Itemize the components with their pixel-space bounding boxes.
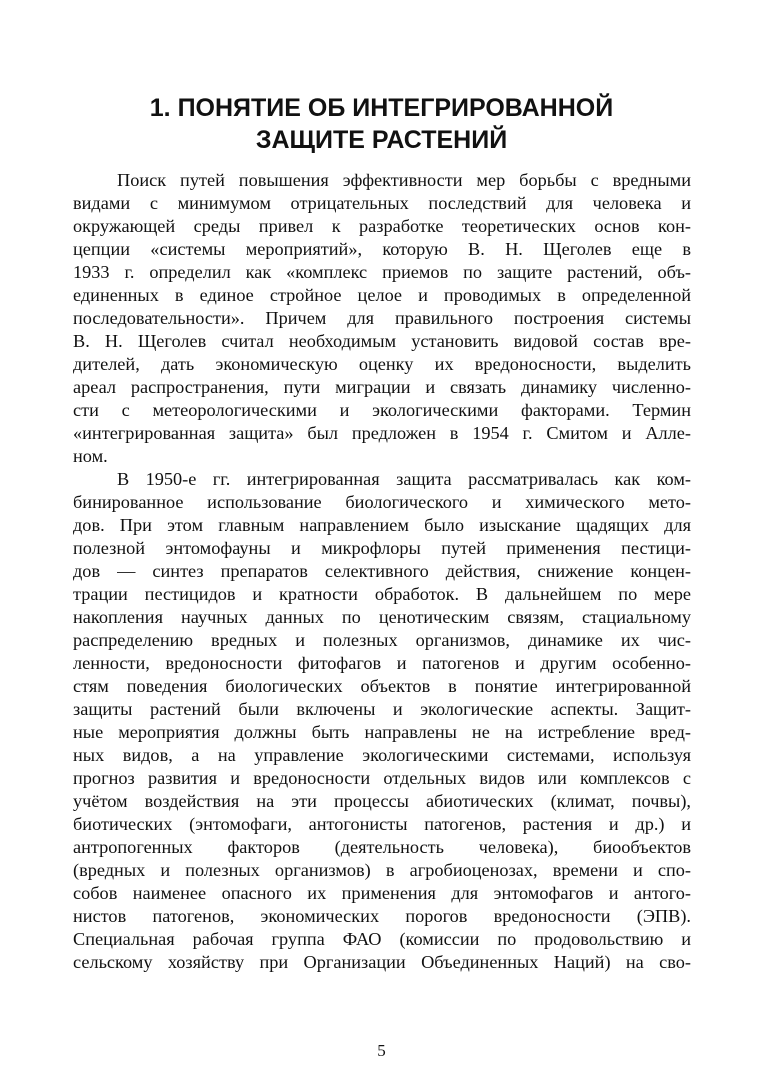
paragraph-2: [73, 468, 691, 974]
chapter-title-line-2: ЗАЩИТЕ РАСТЕНИЙ: [255, 126, 508, 154]
text-line: «интегрированная защита» был предложен в 1954 г. Смитом и Алле-: [73, 423, 691, 443]
text-line: накопления научных данных по ценотическим связям, стациальному: [73, 607, 691, 627]
text-line: окружающей среды привел к разработке теоретических основ кон-: [73, 216, 691, 236]
chapter-title-line-1: 1. ПОНЯТИЕ ОБ ИНТЕГРИРОВАННОЙ: [149, 94, 614, 122]
text-line: сти с метеорологическими и экологическими факторами. Термин: [73, 400, 691, 420]
text-line: распределению вредных и полезных организмов, динамике их чис-: [73, 630, 691, 650]
text-line: Поиск путей повышения эффективности мер борьбы с вредными: [117, 170, 691, 190]
text-line: цепции «системы мероприятий», которую В. Н. Щеголев еще в: [73, 239, 691, 259]
text-line: (вредных и полезных организмов) в агробиоценозах, времени и спо-: [73, 860, 691, 880]
text-line: дителей, дать экономическую оценку их вредоносности, выделить: [73, 354, 691, 374]
paragraph-1: [73, 169, 691, 468]
text-line: В 1950-е гг. интегрированная защита рассматривалась как ком-: [117, 469, 691, 489]
page-number: 5: [377, 1041, 386, 1060]
text-line: последовательности». Причем для правильного построения системы: [73, 308, 691, 328]
text-line: полезной энтомофауны и микрофлоры путей применения пестици-: [73, 538, 691, 558]
text-line: нистов патогенов, экономических порогов вредоносности (ЭПВ).: [73, 906, 691, 926]
text-line: ных видов, а на управление экологическими системами, используя: [73, 745, 691, 765]
chapter-title: [0, 92, 763, 156]
text-line: стям поведения биологических объектов в понятие интегрированной: [73, 676, 691, 696]
text-line: прогноз развития и вредоносности отдельных видов или комплексов с: [73, 768, 691, 788]
text-line: видами с минимумом отрицательных последствий для человека и: [73, 193, 691, 213]
body-text: [73, 169, 691, 974]
text-line: сельскому хозяйству при Организации Объединенных Наций) на сво-: [73, 952, 691, 972]
text-line: бинированное использование биологического и химического мето-: [73, 492, 691, 512]
text-line: трации пестицидов и кратности обработок. В дальнейшем по мере: [73, 584, 691, 604]
text-line: ном.: [73, 446, 108, 466]
text-line: 1933 г. определил как «комплекс приемов по защите растений, объ-: [73, 262, 691, 282]
text-line: ленности, вредоносности фитофагов и патогенов и другим особенно-: [73, 653, 691, 673]
text-line: ные мероприятия должны быть направлены не на истребление вред-: [73, 722, 691, 742]
text-line: дов — синтез препаратов селективного действия, снижение концен-: [73, 561, 691, 581]
text-line: В. Н. Щеголев считал необходимым установить видовой состав вре-: [73, 331, 691, 351]
text-line: учётом воздействия на эти процессы абиотических (климат, почвы),: [73, 791, 691, 811]
text-line: защиты растений были включены и экологические аспекты. Защит-: [73, 699, 691, 719]
text-line: дов. При этом главным направлением было изыскание щадящих для: [73, 515, 691, 535]
text-line: собов наименее опасного их применения для энтомофагов и антого-: [73, 883, 691, 903]
text-line: антропогенных факторов (деятельность человека), биообъектов: [73, 837, 691, 857]
text-line: единенных в единое стройное целое и проводимых в определенной: [73, 285, 691, 305]
text-line: биотических (энтомофаги, антогонисты патогенов, растения и др.) и: [73, 814, 691, 834]
text-line: Специальная рабочая группа ФАО (комиссии по продовольствию и: [73, 929, 691, 949]
text-line: ареал распространения, пути миграции и связать динамику численно-: [73, 377, 691, 397]
